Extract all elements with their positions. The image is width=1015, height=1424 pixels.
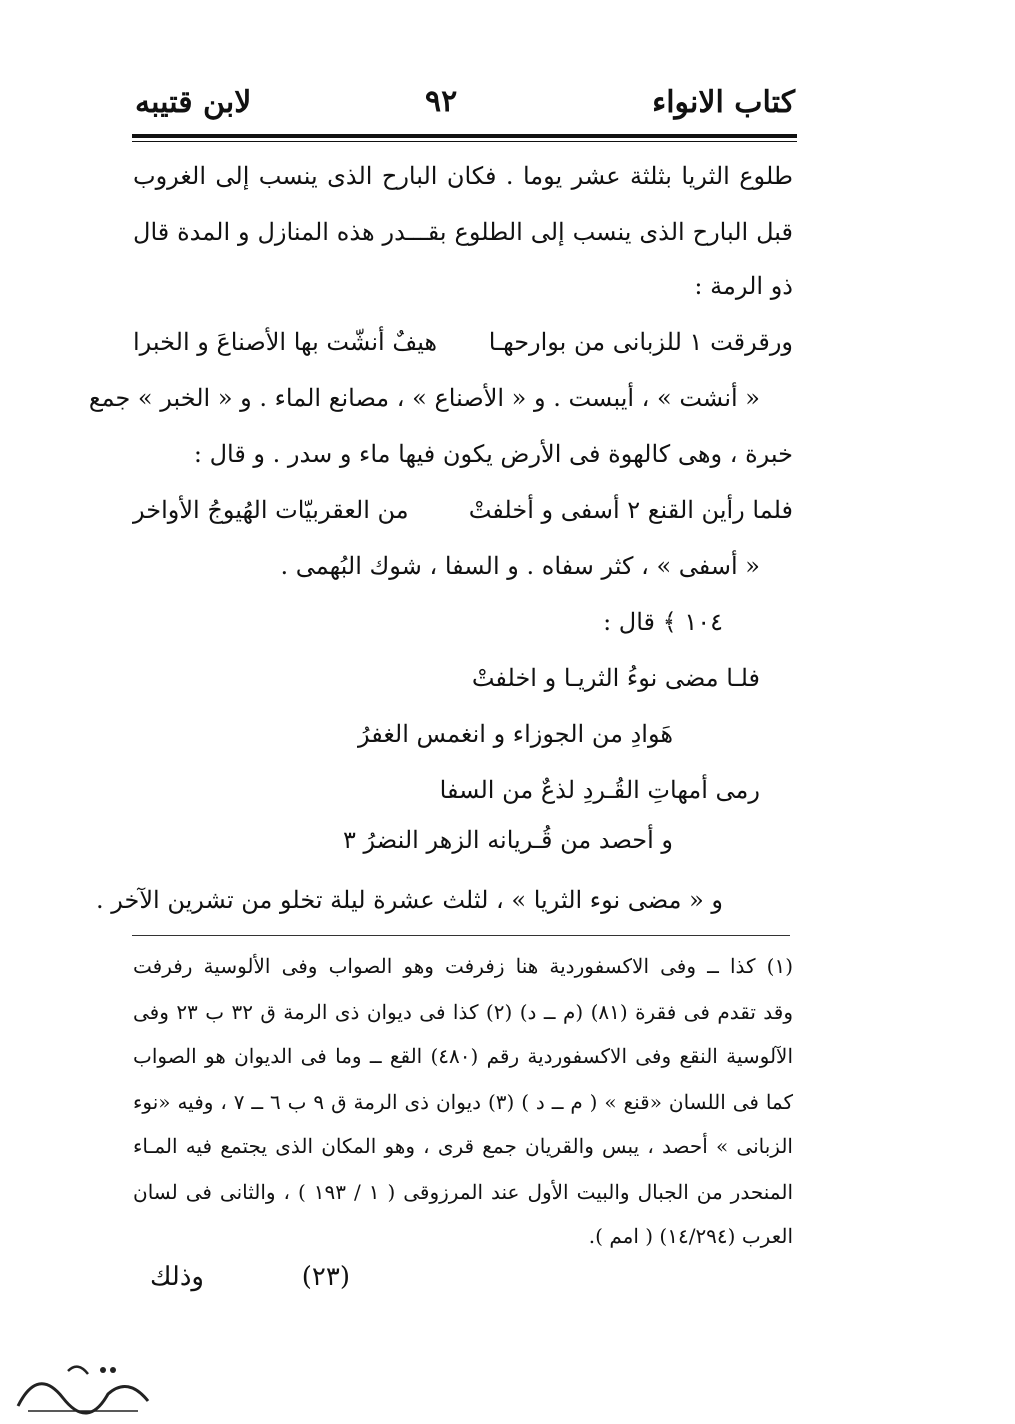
verse-1-hemistich-left: هيفٌ أنشّت بها الأصناعَ و الخبرا xyxy=(133,328,438,356)
body-line-6: خبرة ، وهى كالهوة فى الأرض يكون فيها ماء و سدر . و قال : xyxy=(193,440,793,468)
page-number: ٩٢ xyxy=(425,84,458,119)
body-line-2: قبل البارح الذى ينسب إلى الطلوع بقـــدر هذه المنازل و المدة قال xyxy=(133,218,793,246)
footnote-line-1: (١) كذا ــ وفى الاكسفوردية هنا زفرفت وهو الصواب وفى الألوسية رفرفت xyxy=(133,954,793,978)
footnote-line-5: الزبانى » أحصد ، يبس والقريان جمع قرى ، وهو المكان الذى يجتمع فيه المـاء xyxy=(133,1134,793,1158)
poem-line-1: فلـا مضى نوءُ الثريـا و اخلفتْ xyxy=(471,664,760,692)
header-rule-thick xyxy=(132,134,797,138)
signature-mark: (٢٣) xyxy=(301,1262,350,1292)
body-line-1: طلوع الثريا بثلثة عشر يوما . فكان البارح الذى ينسب إلى الغروب xyxy=(133,162,793,190)
poem-line-2: هَوادِ من الجوزاء و انغمس الغفرُ xyxy=(357,720,673,748)
footnote-rule xyxy=(132,935,790,936)
verse-2 xyxy=(133,490,793,530)
footnote-line-4: كما فى اللسان «قنع » ( م ــ د ) (٣) ديوان ذى الرمة ق ٩ ب ٦ ــ ٧ ، وفيه «نوء xyxy=(133,1090,794,1114)
footnote-line-3: الآلوسية النقع وفى الاكسفوردية رقم (٤٨٠) القع ــ وما فى الديوان هو الصواب xyxy=(133,1044,793,1068)
verse-1 xyxy=(133,322,793,362)
header-rule-thin xyxy=(132,141,797,142)
verse-1-hemistich-right: ورقرقت ١ للزبانى من بوارحهـا xyxy=(488,328,793,356)
poem-line-3: رمى أمهاتِ القُـردِ لذعٌ من السفا xyxy=(439,776,760,804)
paragraph-number-line: ١٠٤ ﴾ قال : xyxy=(603,608,723,636)
poem-line-4: و أحصد من قُـريانه الزهر النضرُ ٣ xyxy=(343,826,673,854)
page-header xyxy=(135,72,795,132)
library-seal-logo xyxy=(8,1356,158,1416)
author-name: لابن قتيبه xyxy=(135,84,252,120)
book-title: كتاب الانواء xyxy=(652,84,795,120)
body-line-8: « أسفى » ، كثر سفاه . و السفا ، شوك البُهمى . xyxy=(280,552,760,580)
footnote-line-6: المنحدر من الجبال والبيت الأول عند المرزوقى ( ١ / ١٩٣ ) ، والثانى فى لسان xyxy=(133,1180,794,1204)
catchword: وذلك xyxy=(150,1262,204,1292)
body-line-14: و « مضى نوء الثريا » ، لثلث عشرة ليلة تخلو من تشرين الآخر . xyxy=(96,886,723,914)
footnote-line-2: وقد تقدم فى فقرة (٨١) (م ــ د) (٢) كذا فى ديوان ذى الرمة ق ٣٢ ب ٢٣ وفى xyxy=(133,1000,794,1024)
page-footer xyxy=(150,1262,350,1292)
body-line-5: « أنشت » ، أيبست . و « الأصناع » ، مصانع الماء . و « الخبر » جمع xyxy=(88,384,760,412)
body-line-3: ذو الرمة : xyxy=(694,272,793,300)
verse-2-hemistich-left: من العقربيّات الهُيوجُ الأواخر xyxy=(133,496,409,524)
footnote-line-7: العرب (١٤/٢٩٤) ( امم ). xyxy=(588,1224,793,1248)
verse-2-hemistich-right: فلما رأين القنع ٢ أسفى و أخلفتْ xyxy=(468,496,793,524)
